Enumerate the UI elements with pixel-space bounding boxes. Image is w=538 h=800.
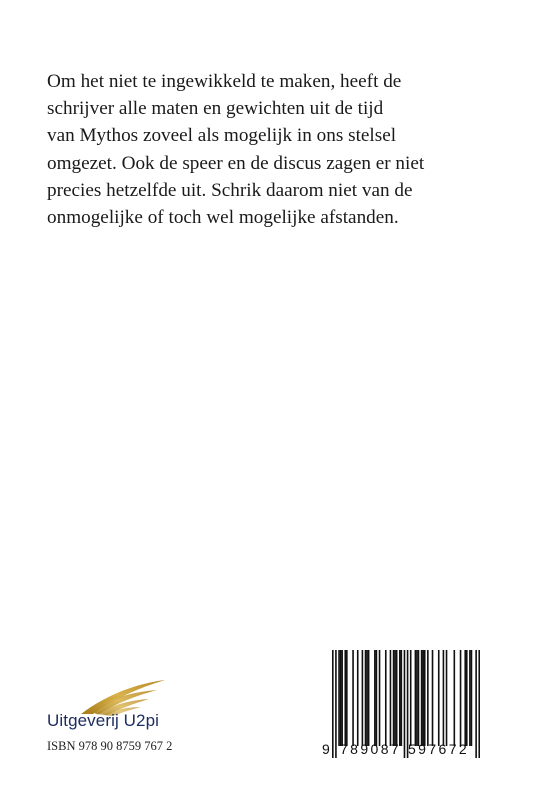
barcode-bar [471, 650, 473, 746]
barcode-bar [332, 650, 334, 758]
golden-wing-icon [77, 676, 167, 716]
barcode-right-group: 597672 [408, 741, 470, 757]
barcode-bar [362, 650, 364, 746]
blurb-line: Om het niet te ingewikkeld te maken, heeft de [47, 71, 402, 92]
barcode-bar [438, 650, 440, 746]
blurb-text [47, 68, 497, 231]
barcode-bar [424, 650, 426, 746]
publisher-logo [47, 676, 197, 740]
barcode-bar [418, 650, 420, 746]
barcode-left-group: 789087 [340, 741, 402, 757]
barcode-bar [396, 650, 398, 746]
barcode-bar [415, 650, 417, 746]
barcode-bar [454, 650, 456, 746]
barcode-bar [374, 650, 376, 746]
barcode-bar [421, 650, 423, 746]
barcode-bar [366, 650, 368, 746]
barcode-bar [368, 650, 370, 746]
barcode-bar [460, 650, 462, 746]
blurb-line: omgezet. Ook de speer en de discus zagen er niet [47, 152, 425, 174]
barcode-bar [346, 650, 348, 746]
blurb-line: van Mythos zoveel als mogelijk in ons stelsel [47, 125, 397, 147]
barcode-bar [393, 650, 395, 746]
isbn-label: ISBN 978 90 8759 767 2 [47, 739, 173, 753]
blurb-line: schrijver alle maten en gewichten uit de tijd [47, 98, 384, 120]
barcode-bar [432, 650, 434, 746]
barcode-bar [401, 650, 403, 746]
barcode-bar [399, 650, 401, 746]
barcode-bar [376, 650, 378, 746]
barcode-bar [344, 650, 346, 746]
barcode-bar [341, 650, 343, 746]
barcode-bar [340, 650, 342, 746]
barcode-bar [422, 650, 424, 746]
barcode-bar [446, 650, 448, 746]
barcode-bar [464, 650, 466, 746]
barcode-bar [469, 650, 471, 746]
barcode-bar [404, 650, 406, 758]
barcode-bar [427, 650, 429, 746]
barcode-bar [385, 650, 387, 746]
blurb-line: precies hetzelfde uit. Schrik daarom niet van de [47, 179, 413, 201]
barcode-bar [416, 650, 418, 746]
barcode-bar [410, 650, 412, 746]
publisher-name: Uitgeverij U2pi [47, 711, 160, 730]
barcode-bar [352, 650, 354, 746]
barcode-bar [338, 650, 340, 746]
barcode-bar [478, 650, 480, 758]
barcode-bar [443, 650, 445, 746]
barcode-bar [390, 650, 392, 746]
barcode-bar [466, 650, 468, 746]
barcode-first-digit: 9 [322, 741, 330, 757]
barcode-bar [335, 650, 337, 758]
blurb-line: onmogelijke of toch wel mogelijke afstanden. [47, 207, 399, 229]
barcode-bar [379, 650, 381, 746]
barcode-bar [394, 650, 396, 746]
barcode-bar [357, 650, 359, 746]
barcode-bar [365, 650, 367, 746]
barcode-bar [475, 650, 477, 758]
